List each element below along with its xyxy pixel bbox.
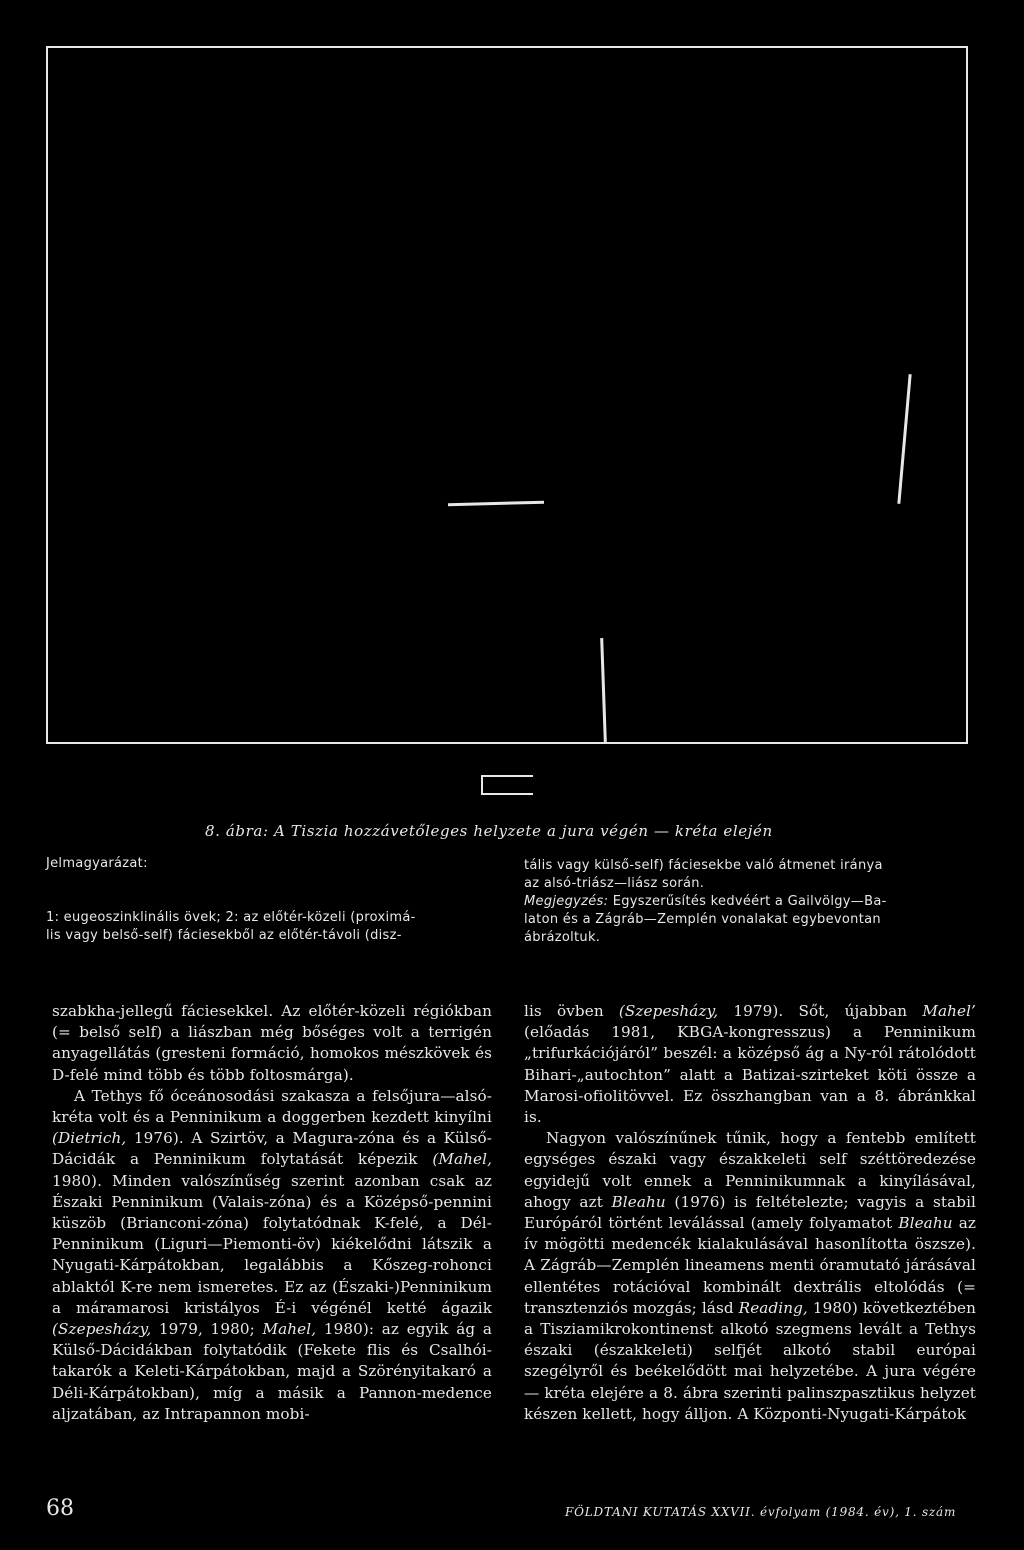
- map-stroke-vertical-bottom: [600, 638, 607, 742]
- note-label: Megjegyzés:: [524, 894, 609, 909]
- body-column-right: [524, 1001, 976, 1425]
- paragraph: Nagyon valószínűnek tűnik, hogy a fentebb említett egységes északi vagy északkeleti self széttöredezése egyidejű volt ennek a Penninikumnak a kinyílásával, ahogy azt Bleahu (1976) is feltételezte; vagyis a stabil Európáról történt leválással (amely folyamatot Bleahu az ív mögötti medencék kialakulásával hasonlította öszsze). A Zágráb—Zemplén lineamens menti óramutató járásával ellentétes rotációval kombinált dextrális eltolódás (= transztenziós mozgás; lásd Reading, 1980) következtében a Tisziamikrokontinenst alkotó szegmens levált a Tethys északi (északkeleti) selfjét alkotó stabil európai szegélyről és beékelődött mai helyzetébe. A jura végére — kréta elejére a 8. ábra szerinti palinszpasztikus helyzet készen kellett, hogy álljon. A Központi-Nyugati-Kárpátok: [524, 1129, 976, 1423]
- page-number: 68: [46, 1496, 74, 1521]
- legend-left: [46, 855, 496, 945]
- legend-heading: Jelmagyarázat:: [46, 856, 148, 871]
- map-stroke-vertical-right: [897, 374, 911, 504]
- figure-legend-marker: [481, 775, 533, 795]
- paragraph: szabkha-jellegű fáciesekkel. Az előtér-közeli régiókban (= belső self) a liászban még bőséges volt a terrigén anyagellátás (gresteni formáció, homokos mészkövek és D-felé mind több és több foltosmárga).: [52, 1002, 492, 1084]
- paragraph: lis övben (Szepesházy, 1979). Sőt, újabban Mahel’ (előadás 1981, KBGA-kongresszus) a Penninikum „trifurkációjáról” beszél: a középső ág a Ny-ról rátolódott Bihari-„autochton” alatt a Batizai-szirteket köti össze a Marosi-ofiolitövvel. Ez összhangban van a 8. ábránkkal is.: [524, 1002, 976, 1127]
- legend-line-4: az alsó-triász—liász során.: [524, 876, 705, 891]
- legend-note-line-3: ábrázoltuk.: [524, 930, 601, 945]
- legend-right: [524, 857, 976, 947]
- map-stroke-horizontal: [448, 501, 544, 507]
- legend-line-1: 1: eugeoszinklinális övek; 2: az előtér-közeli (proximá-: [46, 910, 416, 925]
- map-figure-frame: [46, 46, 968, 744]
- legend-note-line-1: Megjegyzés: Egyszerűsítés kedvéért a Gailvölgy—Ba-: [524, 894, 887, 909]
- legend-line-2: lis vagy belső-self) fáciesekből az előtér-távoli (disz-: [46, 928, 402, 943]
- figure-caption: 8. ábra: A Tiszia hozzávetőleges helyzete a jura végén — kréta elején: [205, 822, 773, 840]
- paragraph: A Tethys fő óceánosodási szakasza a felsőjura—alsó-kréta volt és a Penninikum a doggerben kezdett kinyílni (Dietrich, 1976). A Szirtöv, a Magura-zóna és a Külső-Dácidák a Penninikum folytatását képezik (Mahel, 1980). Minden valószínűség szerint azonban csak az Északi Penninikum (Valais-zóna) és a Középső-pennini küszöb (Brianconi-zóna) folytatódnak K-felé, a Dél-Penninikum (Liguri—Piemonti-öv) kiékelődni látszik a Nyugati-Kárpátokban, legalábbis a Kőszeg-rohonci ablaktól K-re nem ismeretes. Ez az (Északi-)Penninikum a máramarosi kristályos É-i végénél ketté ágazik (Szepesházy, 1979, 1980; Mahel, 1980): az egyik ág a Külső-Dácidákban folytatódik (Fekete flis és Csalhói-takarók a Keleti-Kárpátokban, majd a Szörényitakaró a Déli-Kárpátokban), míg a másik a Pannon-medence aljzatában, az Intrapannon mobi-: [52, 1086, 492, 1423]
- legend-note-line-2: laton és a Zágráb—Zemplén vonalakat egybevontan: [524, 912, 881, 927]
- legend-line-3: tális vagy külső-self) fáciesekbe való átmenet iránya: [524, 858, 883, 873]
- journal-footer: FÖLDTANI KUTATÁS XXVII. évfolyam (1984. év), 1. szám: [565, 1505, 957, 1519]
- body-column-left: [52, 1001, 492, 1425]
